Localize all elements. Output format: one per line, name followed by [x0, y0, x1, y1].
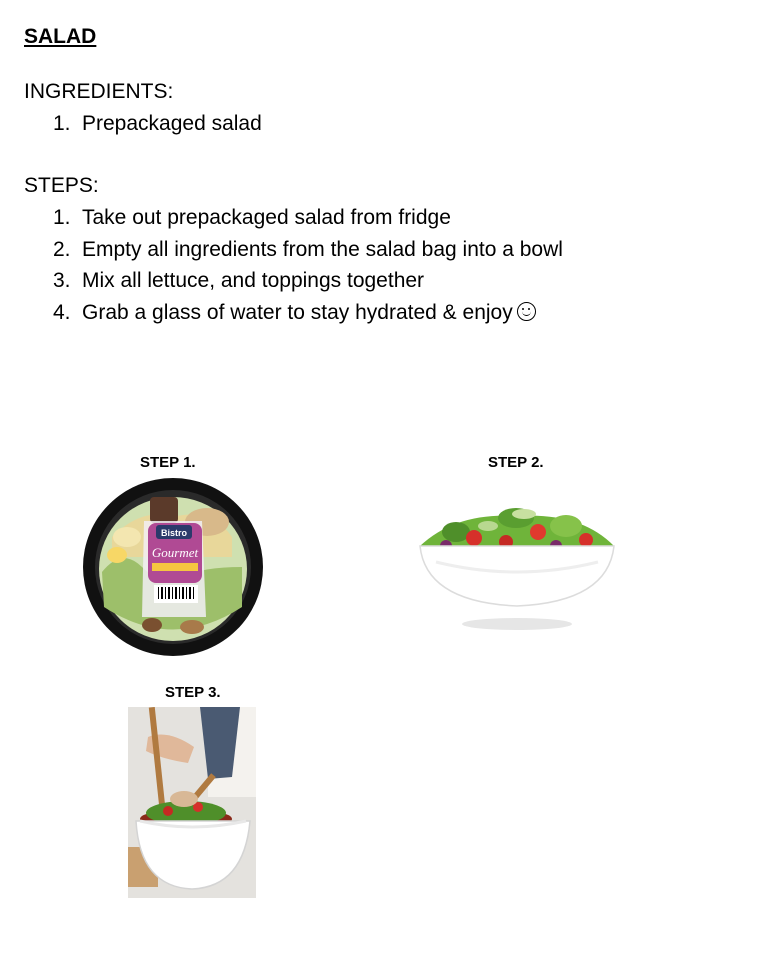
steps-heading: STEPS: [24, 174, 99, 197]
list-item [53, 202, 563, 234]
list-item [53, 234, 563, 266]
item-text: Mix all lettuce, and toppings together [82, 269, 425, 292]
item-number: 1. [53, 206, 71, 229]
salad-bowl-photo [416, 502, 618, 632]
item-number: 1. [53, 112, 71, 135]
smiley-face-icon [517, 302, 536, 321]
list-item [53, 108, 262, 140]
package-line: Gourmet [151, 545, 199, 560]
item-number: 2. [53, 237, 71, 261]
step3-label: STEP 3. [165, 684, 221, 701]
item-text: Prepackaged salad [82, 112, 262, 135]
ingredients-list [53, 108, 262, 140]
list-item [53, 265, 563, 297]
step2-label: STEP 2. [488, 454, 544, 471]
package-brand: Bistro [160, 528, 188, 538]
list-item [53, 297, 563, 329]
item-text: Take out prepackaged salad from fridge [82, 206, 451, 229]
item-text: Grab a glass of water to stay hydrated & enjoy [82, 300, 513, 324]
page-title: SALAD [24, 25, 97, 48]
item-text: Empty all ingredients from the salad bag into a bowl [82, 237, 563, 261]
item-number: 3. [53, 269, 71, 292]
steps-list [53, 202, 563, 328]
packaged-salad-photo [82, 477, 264, 657]
step1-label: STEP 1. [140, 454, 196, 471]
item-number: 4. [53, 300, 71, 324]
ingredients-heading: INGREDIENTS: [24, 80, 174, 103]
tossing-salad-photo [128, 707, 256, 898]
